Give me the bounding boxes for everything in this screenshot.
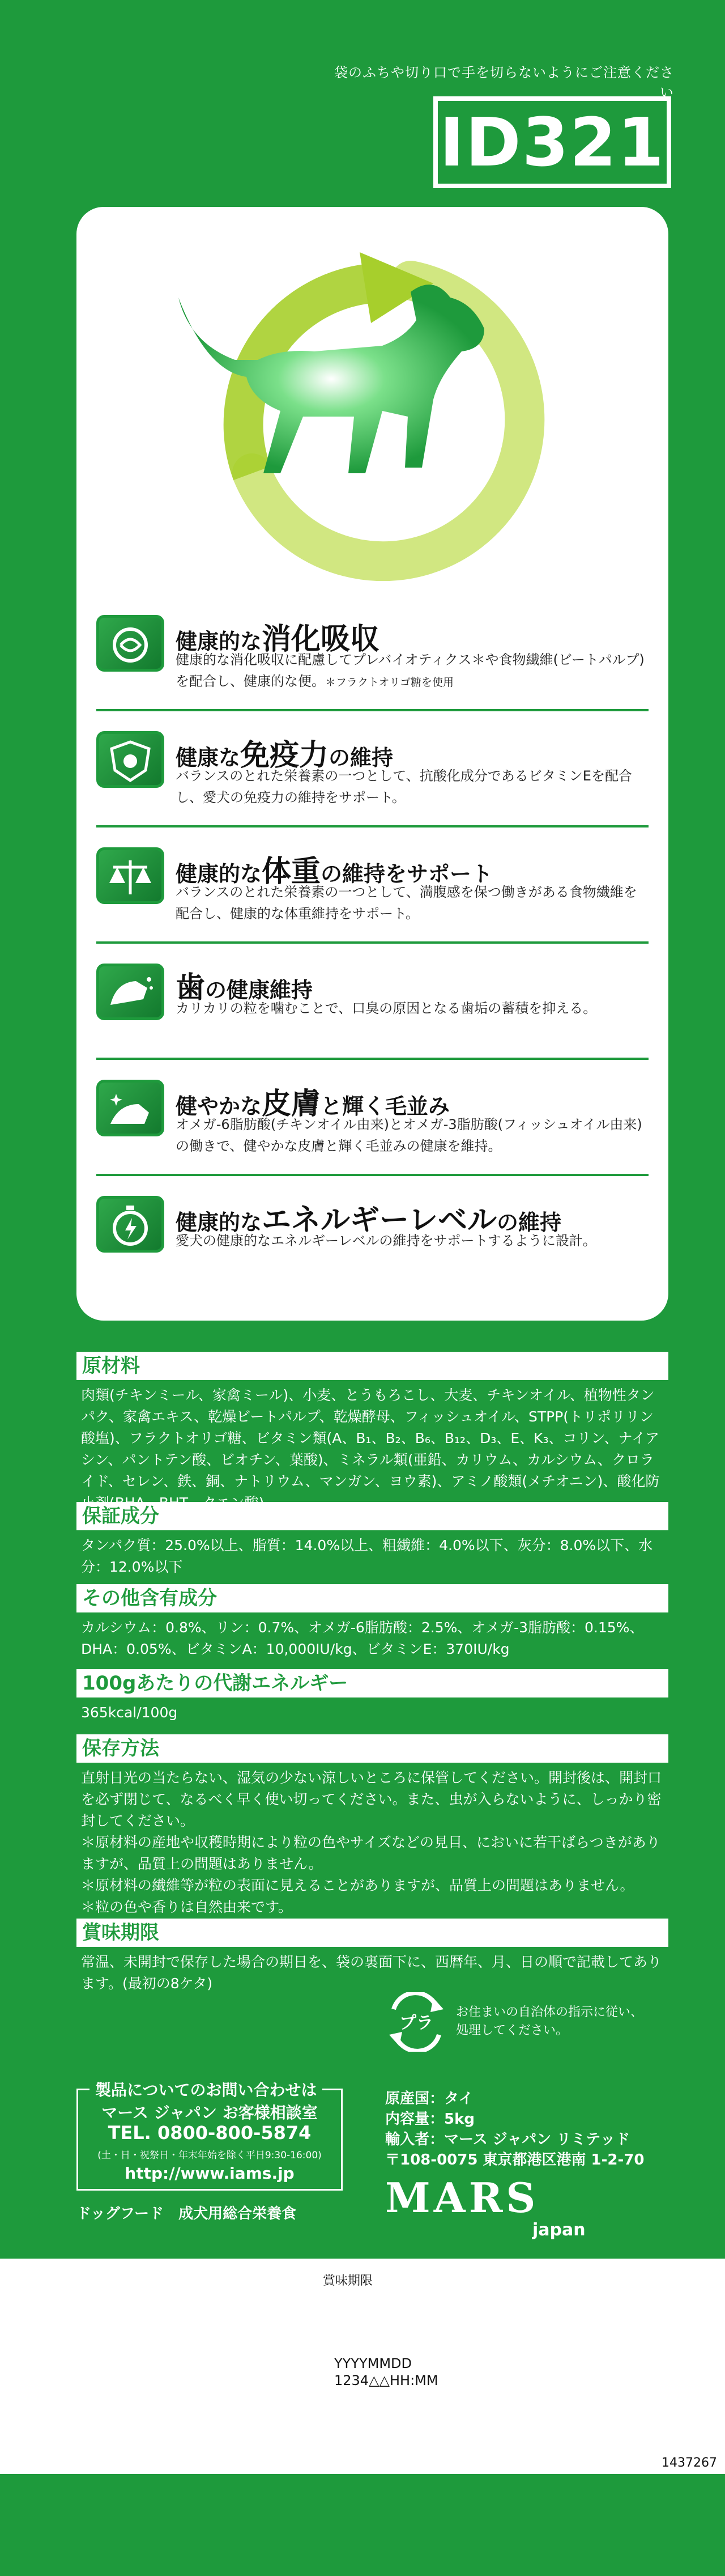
product-id-box [433, 96, 671, 188]
feature-desc: 愛犬の健康的なエネルギーレベルの維持をサポートするように設計。 [176, 1233, 596, 1249]
section-body: 365kcal/100g [81, 1704, 178, 1721]
product-info [385, 2089, 668, 2170]
divider [96, 1174, 649, 1176]
feature-immunity [96, 731, 649, 827]
section-heading: 賞味期限 [76, 1919, 668, 1947]
importer: 輸入者：マース ジャパン リミテッド [385, 2131, 630, 2148]
feature-energy [96, 1196, 649, 1281]
feature-title: 歯の健康維持 [176, 971, 313, 1005]
shield-dog-icon [96, 731, 164, 788]
section-guaranteed [76, 1502, 668, 1578]
feature-title: 健康的な体重の維持をサポート [176, 855, 493, 889]
storage-line: ＊原材料の産地や収穫時期により粒の色やサイズなどの見目、においに若干ばらつきがありますが、品質上の問題はありません。 [81, 1834, 660, 1872]
storage-line: ＊原材料の繊維等が粒の表面に見えることがありますが、品質上の問題はありません。 [81, 1877, 634, 1894]
print-area [0, 2259, 725, 2576]
digestion-icon [96, 615, 164, 672]
contact-url[interactable]: http://www.iams.jp [125, 2164, 295, 2183]
food-type: ドッグフード 成犬用総合栄養食 [76, 2205, 297, 2222]
product-code: 1437267 [662, 2456, 717, 2470]
mars-logo [385, 2174, 586, 2240]
section-heading: 保証成分 [76, 1502, 668, 1530]
brand-sub: japan [532, 2220, 586, 2240]
feature-weight [96, 847, 649, 944]
recycle-notice [382, 1992, 668, 2066]
section-ingredients [76, 1352, 668, 1514]
section-storage [76, 1734, 668, 1918]
divider [96, 1058, 649, 1060]
feature-note: ＊フラクトオリゴ糖を使用 [325, 676, 454, 689]
storage-line: 直射日光の当たらない、湿気の少ない涼しいところに保管してください。開封後は、開封口を必ず閉じて、なるべく早く使い切ってください。また、虫が入らないように、しっかり密封してください。 [81, 1769, 662, 1829]
feature-title: 健康な免疫力の維持 [176, 739, 394, 773]
notice-text: 袋のふちや切り口で手を切らないようにご注意ください [334, 65, 674, 100]
section-body: タンパク質：25.0%以上、脂質：14.0%以上、粗繊維：4.0%以下、灰分：8.0%以下、水分：12.0%以下 [81, 1537, 653, 1575]
feature-skin-coat [96, 1080, 649, 1176]
sparkle-dog-icon [96, 1080, 164, 1136]
contact-desk: マース ジャパン お客様相談室 [101, 2103, 318, 2122]
storage-line: ＊粒の色や香りは自然由来です。 [81, 1899, 293, 1915]
bottom-strip [0, 2474, 725, 2576]
section-other [76, 1584, 668, 1660]
origin: 原産国：タイ [385, 2090, 474, 2107]
feature-panel [76, 207, 668, 1321]
feature-desc: バランスのとれた栄養素の一つとして、抗酸化成分であるビタミンEを配合し、愛犬の免疫力の維持をサポート。 [176, 768, 632, 805]
section-heading: 原材料 [76, 1352, 668, 1380]
expiry-label: 賞味期限 [323, 2274, 373, 2288]
section-expiry [76, 1919, 668, 1994]
brand-name: MARS [385, 2174, 539, 2222]
feature-desc: 健康的な消化吸収に配慮してプレバイオティクス＊や食物繊維(ビートパルプ)を配合し、健康的な便。＊フラクトオリゴ糖を使用 [176, 652, 645, 689]
feature-desc: オメガ-6脂肪酸(チキンオイル由来)とオメガ-3脂肪酸(フィッシュオイル由来)の働きで、健やかな皮膚と輝く毛並みの健康を維持。 [176, 1117, 642, 1154]
contact-box [76, 2081, 343, 2191]
feature-title: 健やかな皮膚と輝く毛並み [176, 1087, 450, 1121]
date-code: YYYYMMDD 1234△△HH:MM [334, 2356, 438, 2388]
section-energy [76, 1669, 668, 1724]
contact-hours: (土・日・祝祭日・年末年始を除く平日9:30-16:00) [97, 2150, 322, 2161]
feature-teeth [96, 964, 649, 1060]
stopwatch-icon [96, 1196, 164, 1253]
contact-tel: TEL. 0800-800-5874 [108, 2122, 312, 2144]
section-heading: 100gあたりの代謝エネルギー [76, 1669, 668, 1697]
section-body: 常温、未開封で保存した場合の期日を、袋の裏面下に、西暦年、月、日の順で記載してあります。(最初の8ケタ) [81, 1954, 662, 1992]
svg-text:プラ: プラ [399, 2013, 433, 2033]
feature-title: 健康的なエネルギーレベルの維持 [176, 1203, 561, 1237]
divider [96, 941, 649, 944]
contact-title: 製品についてのお問い合わせは [89, 2078, 322, 2100]
feature-title: 健康的な消化吸収 [176, 622, 380, 656]
section-body [76, 1763, 668, 1918]
section-body: カルシウム：0.8%、リン：0.7%、オメガ-6脂肪酸：2.5%、オメガ-3脂肪酸：0.15%、DHA：0.05%、ビタミンA：10,000IU/kg、ビタミンE：370IU/kg [81, 1619, 644, 1657]
section-heading: 保存方法 [76, 1734, 668, 1763]
feature-digestion [96, 615, 649, 711]
product-id: ID321 [439, 103, 666, 181]
section-heading: その他含有成分 [76, 1584, 668, 1612]
section-body: 肉類(チキンミール、家禽ミール)、小麦、とうもろこし、大麦、チキンオイル、植物性タンパク、家禽エキス、乾燥ビートパルプ、乾燥酵母、フィッシュオイル、STPP(トリポリリン酸塩)、フラクトオリゴ糖、ビタミン類(A、B₁、B₂、B₆、B₁₂、D₃、E、K₃、コリン、ナイアシン、パントテン酸、ビオチン、葉酸)、ミネラル類(亜鉛、カリウム、カルシウム、クロライド、セレン、鉄、銅、ナトリウム、マンガン、ヨウ素)、アミノ酸類(メチオニン)、酸化防 [81, 1387, 660, 1489]
divider [96, 825, 649, 827]
volume: 内容量：5kg [385, 2111, 475, 2128]
scale-icon [96, 847, 164, 904]
recycle-text: お住まいの自治体の指示に従い、 処理してください。 [456, 2005, 643, 2038]
feature-desc: カリカリの粒を噛むことで、口臭の原因となる歯垢の蓄積を抑える。 [176, 1000, 597, 1016]
feature-desc: バランスのとれた栄養素の一つとして、満腹感を保つ働きがある食物繊維を配合し、健康的な体重維持をサポート。 [176, 884, 637, 922]
divider [96, 709, 649, 711]
dog-hero-illustration [167, 230, 575, 581]
plastic-recycle-icon [382, 1992, 450, 2052]
address: 〒108-0075 東京都港区港南 1-2-70 [385, 2151, 645, 2168]
dog-teeth-icon [96, 964, 164, 1020]
